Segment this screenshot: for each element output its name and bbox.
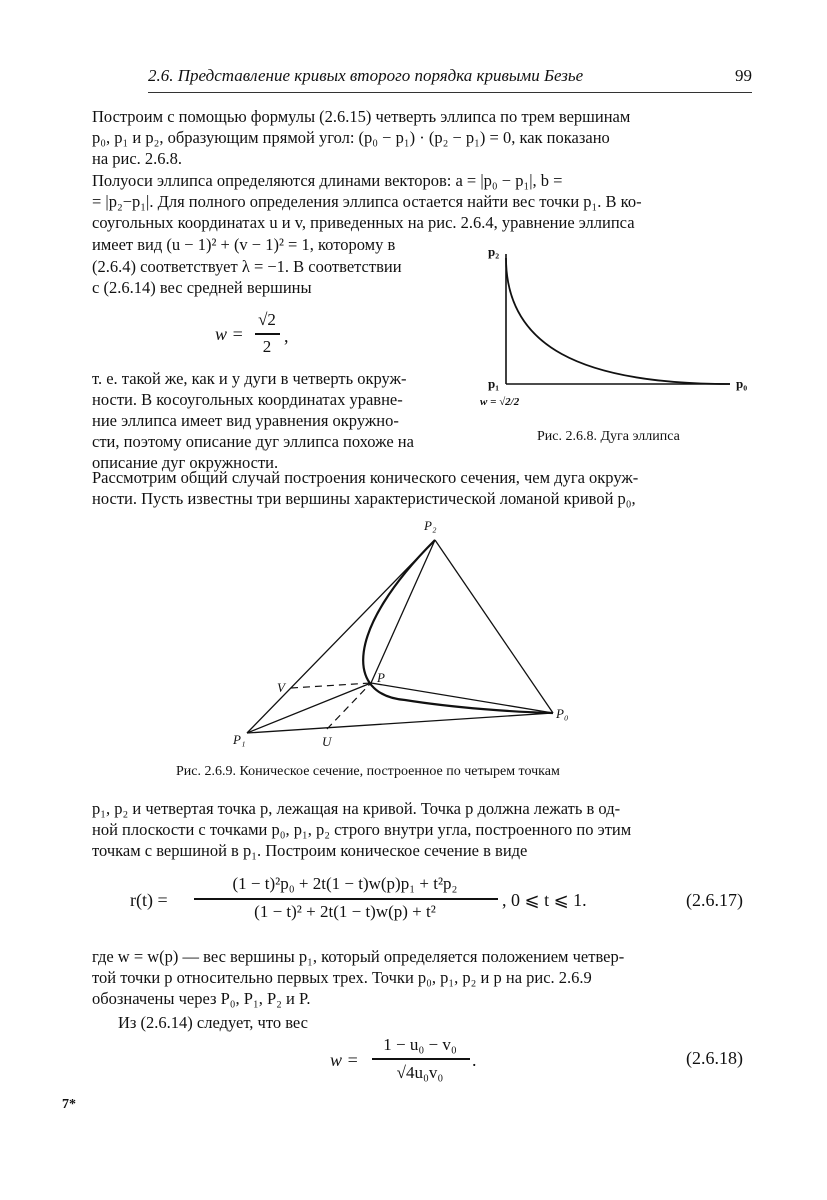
text-line: Рассмотрим общий случай построения конического сечения, чем дуга окруж- <box>92 468 639 487</box>
text-line: где w = w(p) — вес вершины p₁, который определяется положением четвер- <box>92 947 625 966</box>
text-line: на рис. 2.6.8. <box>92 149 183 168</box>
equation-r-condition: , 0 ⩽ t ⩽ 1. <box>502 890 587 910</box>
text-line: (2.6.4) соответствует λ = −1. В соответствии <box>92 257 402 276</box>
equation-label-2-6-17: (2.6.17) <box>686 890 743 910</box>
text-line: имеет вид (u − 1)² + (v − 1)² = 1, которому в <box>92 235 396 254</box>
fig269-label-P0: P₀ <box>556 706 569 721</box>
dashed-p-u <box>327 683 371 729</box>
equation-w2-lhs: w = <box>330 1050 359 1070</box>
equation-w-denominator: 2 <box>262 337 272 356</box>
equation-w-tail: , <box>284 326 289 346</box>
fig268-label-p2: p₂ <box>488 244 500 259</box>
fig268-label-p0: p₀ <box>736 376 748 391</box>
equation-w2-denominator: √4u₀v₀ <box>396 1063 444 1082</box>
fig269-label-P1: P₁ <box>233 732 246 747</box>
text-line: Построим с помощью формулы (2.6.15) четверть эллипса по трем вершинам <box>92 107 631 126</box>
running-header <box>148 66 752 93</box>
text-line: ности. Пусть известны три вершины характеристической ломаной кривой p₀, <box>92 489 636 508</box>
edge-p1-p2 <box>247 540 435 733</box>
equation-label-2-6-18: (2.6.18) <box>686 1048 743 1068</box>
equation-r-denominator: (1 − t)² + 2t(1 − t)w(p) + t² <box>254 902 436 921</box>
equation-w2-numerator: 1 − u₀ − v₀ <box>383 1035 457 1054</box>
running-title: 2.6. Представление кривых второго порядка кривыми Безье <box>148 66 584 85</box>
edge-p1-p0 <box>247 713 553 733</box>
fig269-label-P: P <box>377 670 385 685</box>
fig269-label-V: V <box>277 680 285 695</box>
figure-caption-2-6-9: Рис. 2.6.9. Коническое сечение, построенное по четырем точкам <box>176 764 560 779</box>
equation-r-fraction-bar <box>194 898 498 900</box>
ellipse-arc-curve <box>506 258 730 384</box>
page-number: 99 <box>735 66 752 85</box>
text-line: описание дуг окружности. <box>92 453 279 472</box>
edge-p2-p0 <box>435 540 553 713</box>
fig268-label-w: w = √2/2 <box>480 396 520 408</box>
equation-w-numerator: √2 <box>258 310 276 329</box>
text-line: ности. В косоугольных координатах уравне- <box>92 390 403 409</box>
figure-conic-section <box>235 520 575 760</box>
equation-r-lhs: r(t) = <box>130 890 168 910</box>
line-p2-p <box>371 540 435 683</box>
equation-w-fraction-bar <box>255 333 280 335</box>
text-line: обозначены через P₀, P₁, P₂ и P. <box>92 989 311 1008</box>
text-line: = |p₂−p₁|. Для полного определения эллипса остается найти вес точки p₁. В ко- <box>92 192 642 211</box>
line-p-p0 <box>371 683 553 713</box>
fig268-label-p1: p₁ <box>488 376 500 391</box>
text-line: той точки p относительно первых трех. Точки p₀, p₁, p₂ и p на рис. 2.6.9 <box>92 968 592 987</box>
text-line: p₁, p₂ и четвертая точка p, лежащая на кривой. Точка p должна лежать в од- <box>92 799 621 818</box>
fig269-label-P2: P₂ <box>424 518 437 533</box>
text-line: сти, поэтому описание дуг эллипса похоже на <box>92 432 414 451</box>
text-line: ние эллипса имеет вид уравнения окружно- <box>92 411 399 430</box>
text-line: соугольных координатах u и v, приведенных на рис. 2.6.4, уравнение эллипса <box>92 213 635 232</box>
text-line: Из (2.6.14) следует, что вес <box>118 1013 308 1032</box>
figure-caption-2-6-8: Рис. 2.6.8. Дуга эллипса <box>537 429 680 444</box>
text-line: с (2.6.14) вес средней вершины <box>92 278 312 297</box>
text-line: ной плоскости с точками p₀, p₁, p₂ строго внутри угла, построенного по этим <box>92 820 632 839</box>
fig269-label-U: U <box>322 734 332 749</box>
text-line: Полуоси эллипса определяются длинами векторов: a = |p₀ − p₁|, b = <box>92 171 563 190</box>
equation-w2-fraction-bar <box>372 1058 470 1060</box>
signature-mark: 7* <box>62 1097 76 1112</box>
text-line: точкам с вершиной в p₁. Построим коническое сечение в виде <box>92 841 528 860</box>
text-line: p₀, p₁ и p₂, образующим прямой угол: (p₀ − p₁) · (p₂ − p₁) = 0, как показано <box>92 128 610 147</box>
equation-w2-tail: . <box>472 1050 477 1070</box>
equation-w-lhs: w = <box>215 324 244 344</box>
equation-r-numerator: (1 − t)²p₀ + 2t(1 − t)w(p)p₁ + t²p₂ <box>232 874 458 893</box>
text-line: т. е. такой же, как и у дуги в четверть окруж- <box>92 369 407 388</box>
